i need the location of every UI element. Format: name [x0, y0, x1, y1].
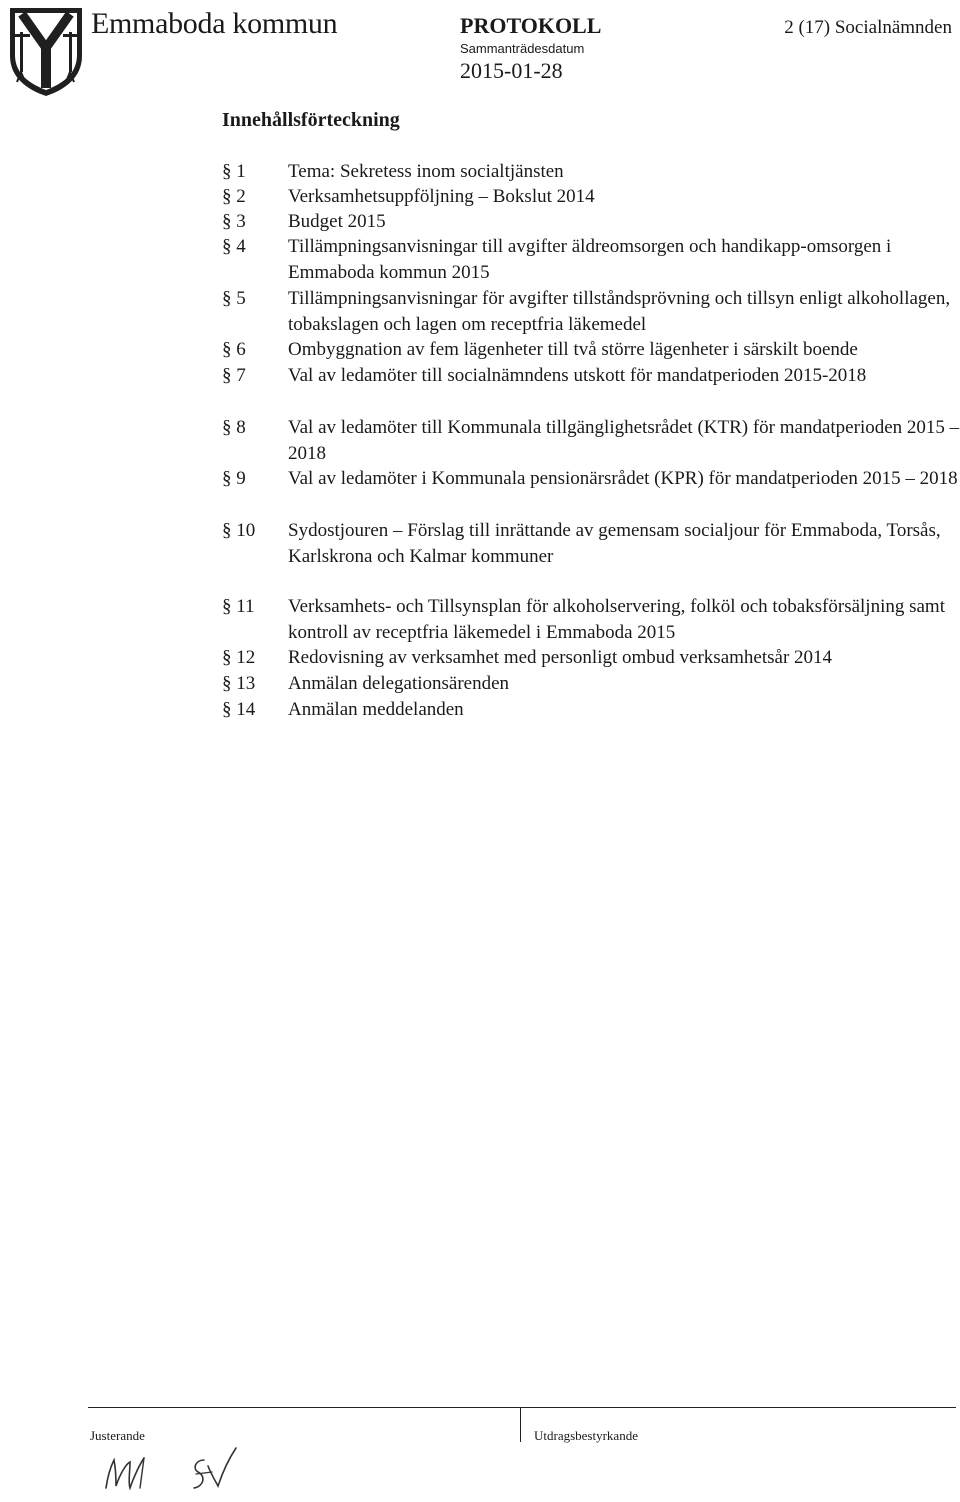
toc-section-number: § 6: [222, 339, 246, 360]
toc-section-number: § 9: [222, 468, 246, 489]
toc-item-title: Budget 2015: [288, 211, 386, 232]
toc-section-number: § 2: [222, 186, 246, 207]
toc-item-title: Tema: Sekretess inom socialtjänsten: [288, 161, 564, 182]
toc-section-number: § 4: [222, 236, 246, 257]
toc-item-title: Val av ledamöter till socialnämndens utskott för mandatperioden 2015-2018: [288, 365, 867, 386]
utdragsbestyrkande-label: Utdragsbestyrkande: [534, 1428, 638, 1443]
document-type: PROTOKOLL: [460, 13, 602, 38]
toc-item-title: Tillämpningsanvisningar för avgifter tillståndsprövning och tillsyn enligt alkohollagen, tobakslagen och lagen om receptfria läkemedel: [288, 288, 951, 335]
coat-of-arms-icon: [6, 4, 86, 98]
toc-section-number: § 11: [222, 596, 255, 617]
justerande-label: Justerande: [90, 1428, 145, 1443]
meeting-date-label: Sammanträdesdatum: [460, 41, 585, 56]
toc-item-title: Ombyggnation av fem lägenheter till två större lägenheter i särskilt boende: [288, 339, 858, 360]
toc-item-title: Anmälan delegationsärenden: [288, 673, 510, 694]
toc-section-number: § 14: [222, 699, 256, 720]
footer-rule: [88, 1407, 956, 1408]
toc-section-number: § 3: [222, 211, 246, 232]
toc-heading: Innehållsförteckning: [222, 109, 400, 131]
toc-item-title: Verksamhets- och Tillsynsplan för alkoholservering, folköl och tobaksförsäljning samt kontroll av receptfria läkemedel i Emmaboda 2015: [288, 596, 945, 643]
toc-item-title: Tillämpningsanvisningar till avgifter äldreomsorgen och handikapp-omsorgen i Emmaboda kommun 2015: [288, 236, 892, 283]
toc-section-number: § 1: [222, 161, 246, 182]
toc-section-number: § 5: [222, 288, 246, 309]
footer-divider: [520, 1408, 521, 1442]
signature-initials-icon: [100, 1430, 270, 1498]
toc-item-title: Val av ledamöter till Kommunala tillgänglighetsrådet (KTR) för mandatperioden 2015 – 2018: [288, 417, 960, 464]
meeting-date: 2015-01-28: [460, 58, 563, 83]
toc-section-number: § 7: [222, 365, 246, 386]
toc-section-number: § 13: [222, 673, 256, 694]
page-info: 2 (17) Socialnämnden: [784, 17, 952, 38]
toc-item-title: Val av ledamöter i Kommunala pensionärsrådet (KPR) för mandatperioden 2015 – 2018: [288, 468, 958, 489]
toc-item-title: Redovisning av verksamhet med personligt ombud verksamhetsår 2014: [288, 647, 833, 668]
toc-section-number: § 12: [222, 647, 256, 668]
toc-item-title: Sydostjouren – Förslag till inrättande av gemensam socialjour för Emmaboda, Torsås, Karlskrona och Kalmar kommuner: [288, 520, 941, 567]
toc-item-title: Anmälan meddelanden: [288, 699, 464, 720]
municipality-name: Emmaboda kommun: [91, 7, 338, 40]
toc-section-number: § 8: [222, 417, 246, 438]
toc-section-number: § 10: [222, 520, 256, 541]
toc-item-title: Verksamhetsuppföljning – Bokslut 2014: [288, 186, 595, 207]
